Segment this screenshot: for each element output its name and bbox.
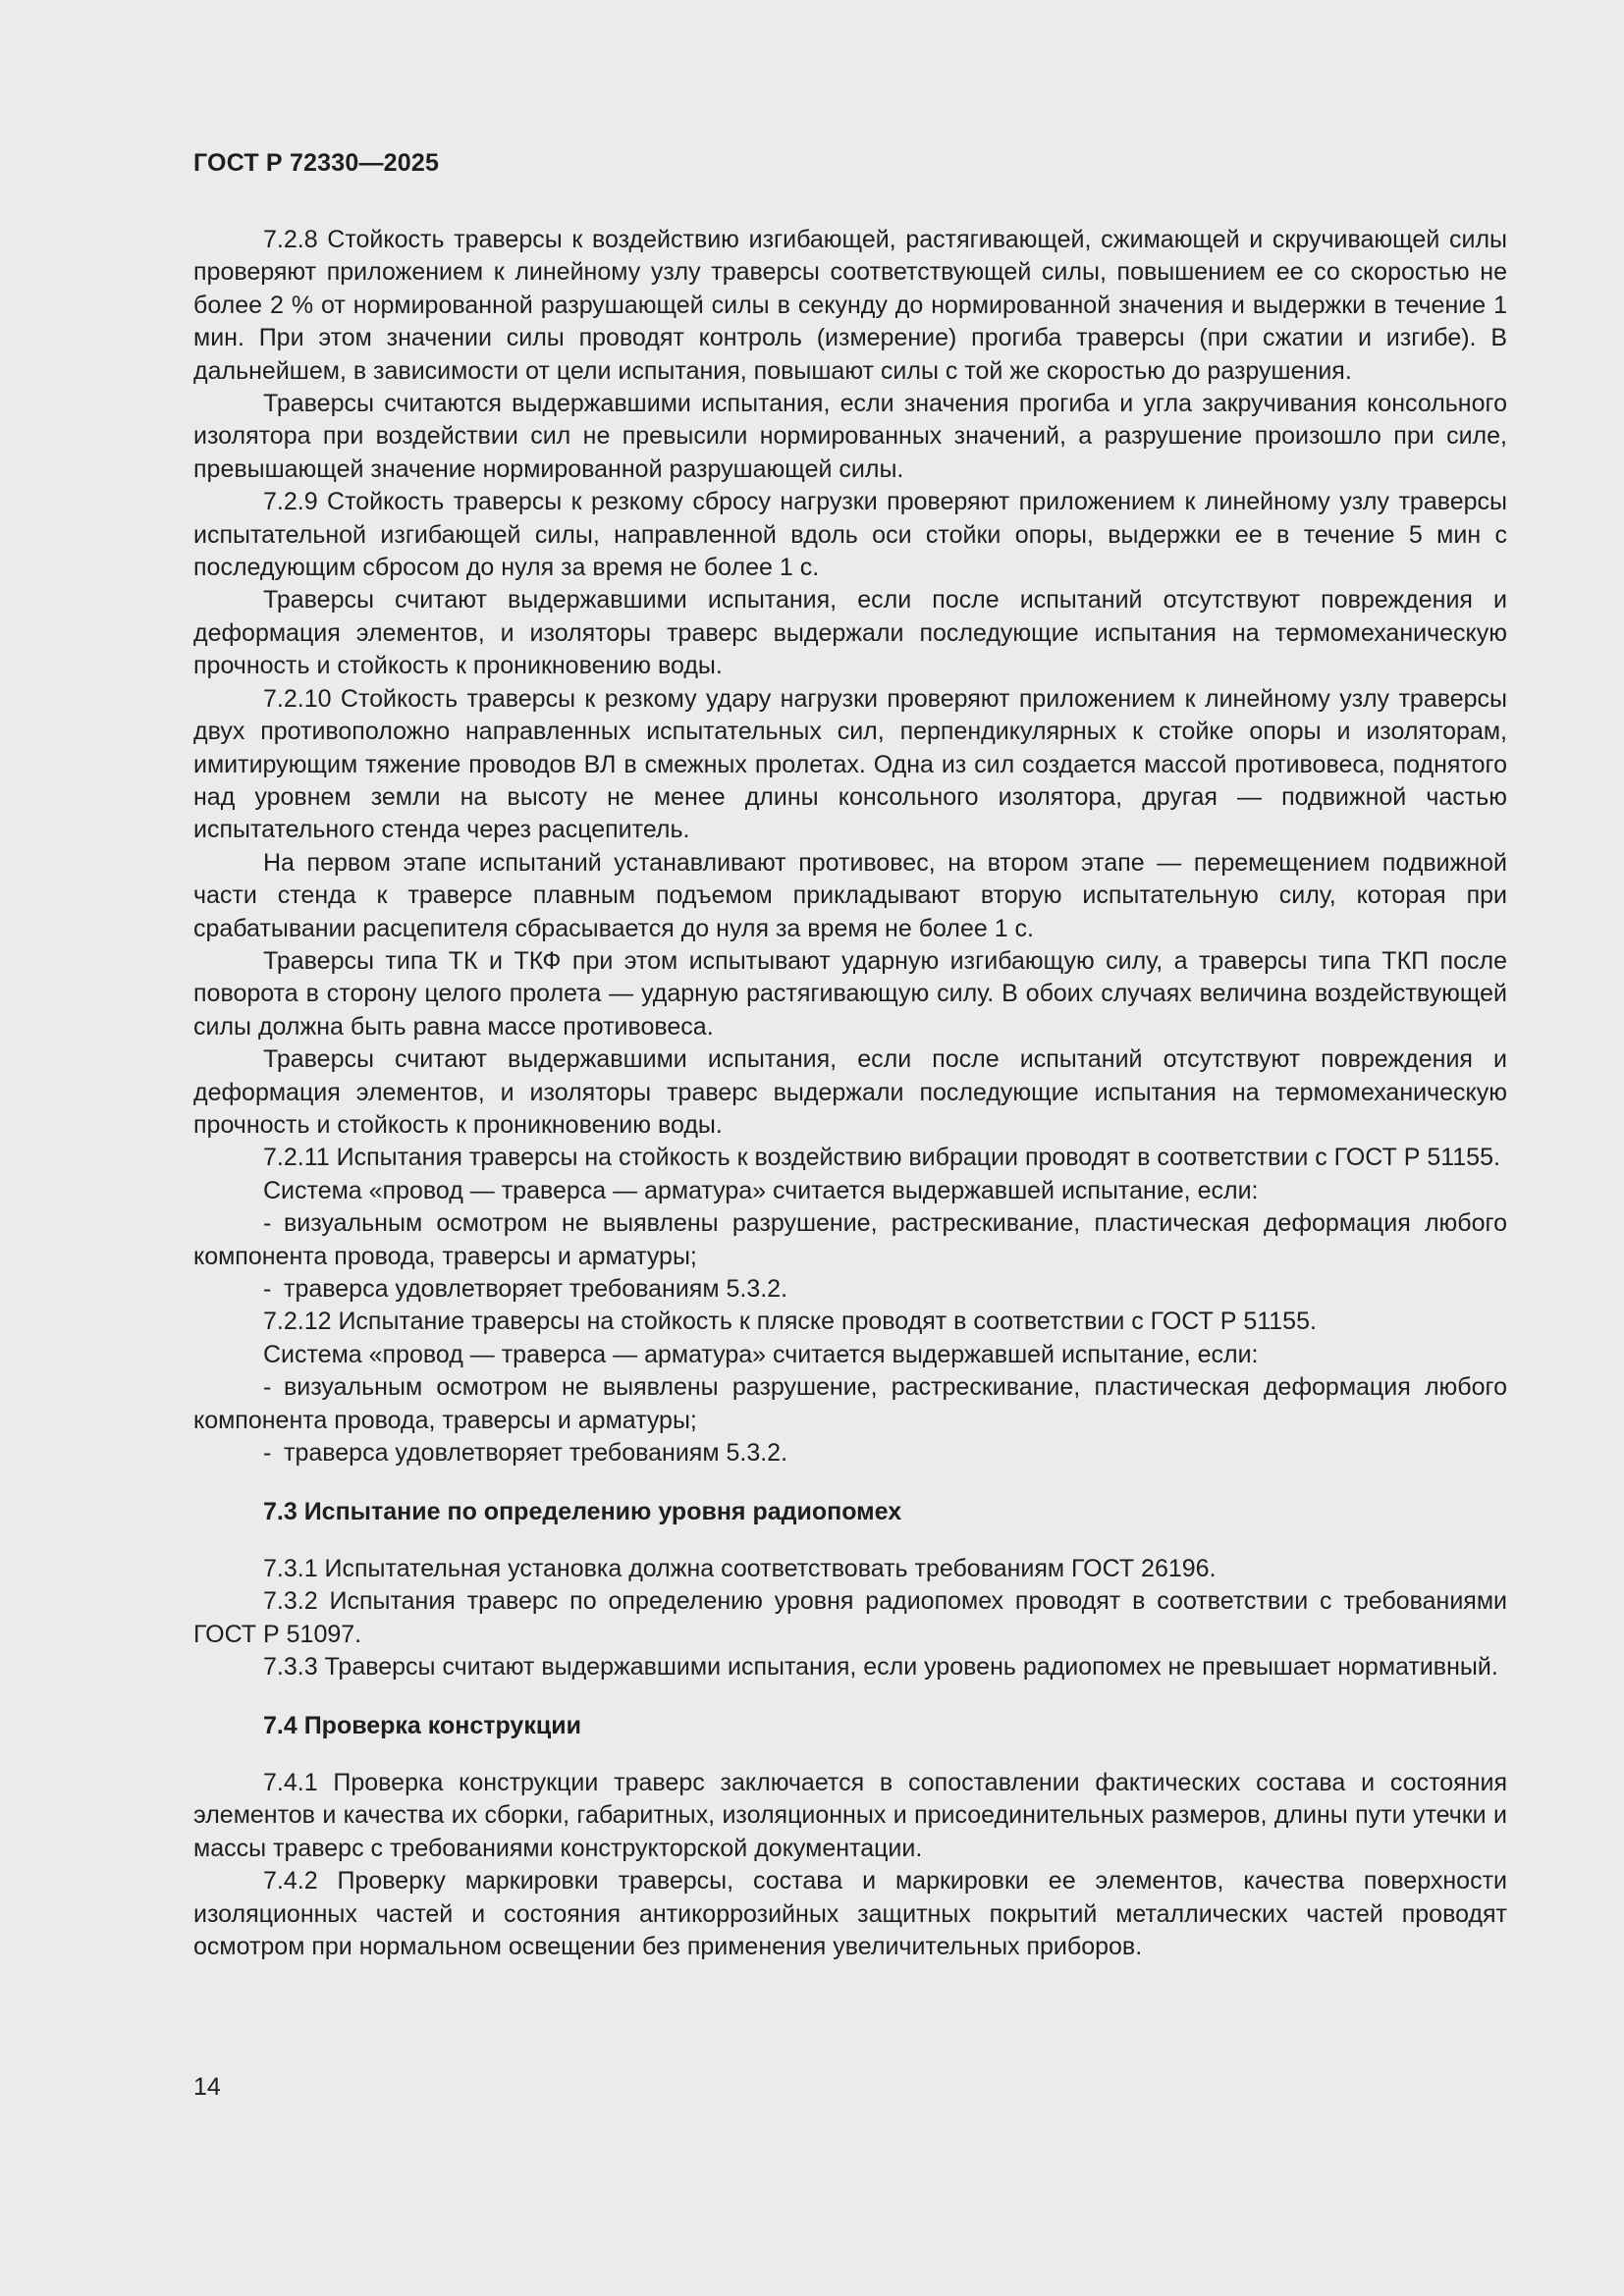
document-header: ГОСТ Р 72330—2025	[193, 149, 440, 177]
dash-marker: -	[263, 1439, 272, 1468]
paragraph-7-2-8: 7.2.8 Стойкость траверсы к воздействию изгибающей, растягивающей, сжимающей и скручивающей силы проверяют приложением к линейному узлу траверсы соответствующей силы, повышением ее со скоростью не более 2 % от нормированной разрушающей силы в секунду до нормированной значения и выдержки в течение 1 мин. При этом значении силы проводят контроль (измерение) прогиба траверсы (при сжатии и изгибе). В дальнейшем, в зависимости от цели испытания, повышают силы с той же скоростью до разрушения.	[193, 226, 1507, 385]
paragraph: Траверсы считаются выдержавшими испытания, если значения прогиба и угла закручивания консольного изолятора при воздействии сил не превысили нормированных значений, а разрушение произошло при силе, превышающей значение нормированной разрушающей силы.	[193, 390, 1507, 483]
list-item-text: визуальным осмотром не выявлены разрушение, растрескивание, пластическая деформация любого компонента провода, траверсы и арматуры;	[193, 1209, 1507, 1270]
list-item-text: траверса удовлетворяет требованиям 5.3.2.	[284, 1439, 788, 1468]
paragraph-7-3-1: 7.3.1 Испытательная установка должна соответствовать требованиям ГОСТ 26196.	[263, 1554, 1217, 1582]
paragraph-7-2-11: 7.2.11 Испытания траверсы на стойкость к воздействию вибрации проводят в соответствии с ГОСТ Р 51155.	[263, 1144, 1500, 1172]
dash-marker: -	[263, 1275, 272, 1303]
dash-marker: -	[263, 1373, 272, 1402]
paragraph: Система «провод — траверса — арматура» считается выдержавшей испытание, если:	[263, 1340, 1259, 1368]
paragraph: Система «провод — траверса — арматура» считается выдержавшей испытание, если:	[263, 1176, 1259, 1204]
section-heading-7-4: 7.4 Проверка конструкции	[263, 1712, 581, 1740]
paragraph-7-2-12: 7.2.12 Испытание траверсы на стойкость к пляске проводят в соответствии с ГОСТ Р 51155.	[263, 1308, 1317, 1336]
paragraph: Траверсы типа ТК и ТКФ при этом испытывают ударную изгибающую силу, а траверсы типа ТКП после поворота в сторону целого пролета — ударную растягивающую силу. В обоих случаях величина воздействующей силы должна быть равна массе противовеса.	[193, 946, 1507, 1041]
page-number: 14	[193, 2073, 221, 2101]
paragraph-7-4-2: 7.4.2 Проверку маркировки траверсы, состава и маркировки ее элементов, качества поверхности изоляционных частей и состояния антикоррозийных защитных покрытий металлических частей проводят осмотром при нормальном освещении без применения увеличительных приборов.	[193, 1867, 1507, 1960]
paragraph-7-2-9: 7.2.9 Стойкость траверсы к резкому сбросу нагрузки проверяют приложением к линейному узлу траверсы испытательной изгибающей силы, направленной вдоль оси стойки опоры, выдержки ее в течение 5 мин с последующим сбросом до нуля за время не более 1 с.	[193, 488, 1507, 582]
list-item	[193, 1273, 1507, 1306]
list-item-text: траверса удовлетворяет требованиям 5.3.2.	[284, 1275, 788, 1303]
list-item	[193, 1207, 1507, 1273]
paragraph-7-3-3: 7.3.3 Траверсы считают выдержавшими испытания, если уровень радиопомех не превышает нормативный.	[263, 1653, 1498, 1682]
section-heading-7-3: 7.3 Испытание по определению уровня радиопомех	[263, 1498, 902, 1526]
list-item	[193, 1371, 1507, 1437]
paragraph-7-3-2: 7.3.2 Испытания траверс по определению уровня радиопомех проводят в соответствии с требованиями ГОСТ Р 51097.	[193, 1587, 1507, 1648]
paragraph-7-4-1: 7.4.1 Проверка конструкции траверс заключается в сопоставлении фактических состава и состояния элементов и качества их сборки, габаритных, изоляционных и присоединительных размеров, длины пути утечки и массы траверс с требованиями конструкторской документации.	[193, 1768, 1507, 1862]
paragraph: На первом этапе испытаний устанавливают противовес, на втором этапе — перемещением подвижной части стенда к траверсе плавным подъемом прикладывают вторую испытательную силу, которая при срабатывании расцепителя сбрасывается до нуля за время не более 1 с.	[193, 848, 1507, 942]
list-item	[193, 1437, 1507, 1469]
paragraph-7-2-10: 7.2.10 Стойкость траверсы к резкому удару нагрузки проверяют приложением к линейному узлу траверсы двух противоположно направленных испытательных сил, перпендикулярных к стойке опоры и изоляторам, имитирующим тяжение проводов ВЛ в смежных пролетах. Одна из сил создается массой противовеса, поднятого над уровнем земли на высоту не менее длины консольного изолятора, другая — подвижной частью испытательного стенда через расцепитель.	[193, 684, 1507, 844]
paragraph: Траверсы считают выдержавшими испытания, если после испытаний отсутствуют повреждения и деформация элементов, и изоляторы траверс выдержали последующие испытания на термомеханическую прочность и стойкость к проникновению воды.	[193, 586, 1507, 680]
paragraph: Траверсы считают выдержавшими испытания, если после испытаний отсутствуют повреждения и деформация элементов, и изоляторы траверс выдержали последующие испытания на термомеханическую прочность и стойкость к проникновению воды.	[193, 1045, 1507, 1139]
document-body	[193, 224, 1507, 1963]
dash-marker: -	[263, 1209, 272, 1238]
list-item-text: визуальным осмотром не выявлены разрушение, растрескивание, пластическая деформация любого компонента провода, траверсы и арматуры;	[193, 1373, 1507, 1434]
